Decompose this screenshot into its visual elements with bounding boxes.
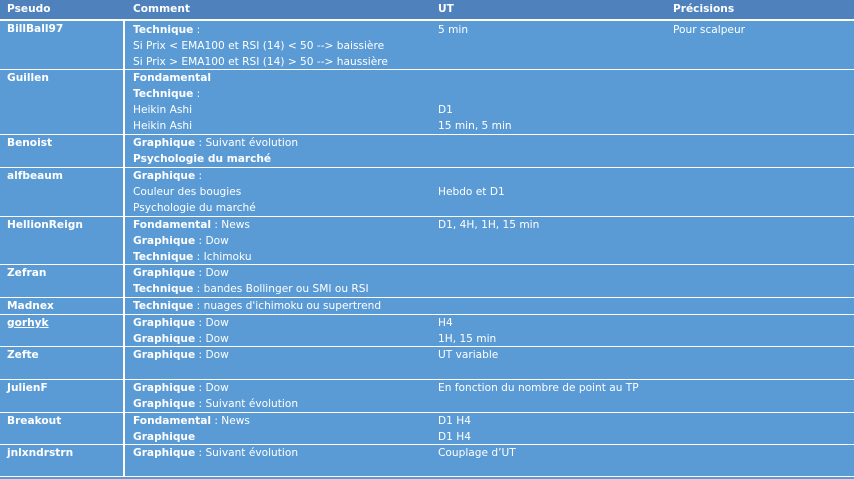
table-row — [0, 70, 854, 135]
header-ut: UT — [438, 3, 454, 15]
table-header — [0, 0, 854, 21]
pseudo-cell — [0, 413, 125, 444]
comment-line: Graphique : Suivant évolution — [133, 398, 299, 410]
table-row — [0, 135, 854, 168]
comment-line: Technique : — [133, 24, 201, 36]
comment-line: Fondamental : News — [133, 415, 250, 427]
ut-value: UT variable — [438, 349, 499, 361]
ut-value: D1, 4H, 1H, 15 min — [438, 219, 540, 231]
header-precisions: Précisions — [673, 3, 735, 15]
pseudo-cell — [0, 168, 125, 216]
pseudo: Benoist — [7, 137, 53, 149]
table-row — [0, 21, 854, 70]
pseudo-cell — [0, 380, 125, 412]
comment-line: Psychologie du marché — [133, 202, 256, 214]
pseudo-cell — [0, 445, 125, 476]
table-row — [0, 315, 854, 347]
comment-line: Graphique : — [133, 170, 203, 182]
comment-line: Si Prix > EMA100 et RSI (14) > 50 --> haussière — [133, 56, 388, 68]
pseudo: JulienF — [7, 382, 48, 394]
ut-value: 15 min, 5 min — [438, 120, 512, 132]
comment-line: Graphique : Dow — [133, 382, 229, 394]
comment-line: Graphique — [133, 431, 196, 443]
pseudo-cell — [0, 70, 125, 134]
header-comment: Comment — [133, 3, 190, 15]
pseudo: Madnex — [7, 300, 54, 312]
comment-line: Graphique : Dow — [133, 333, 229, 345]
table-row — [0, 380, 854, 413]
pseudo: alfbeaum — [7, 170, 63, 182]
comment-line: Fondamental — [133, 72, 211, 84]
pseudo: Breakout — [7, 415, 62, 427]
comment-line: Technique : Ichimoku — [133, 251, 252, 263]
comment-line: Si Prix < EMA100 et RSI (14) < 50 --> baissière — [133, 40, 385, 52]
comment-line: Technique : bandes Bollinger ou SMI ou RSI — [133, 283, 369, 295]
pseudo-cell — [0, 265, 125, 297]
comment-line: Graphique : Dow — [133, 267, 229, 279]
pseudo-cell — [0, 21, 125, 69]
ut-value: Couplage d’UT — [438, 447, 516, 459]
pseudo-cell — [0, 298, 125, 314]
comment-line: Heikin Ashi — [133, 120, 193, 132]
comment-line: Graphique : Dow — [133, 235, 229, 247]
precision-value: Pour scalpeur — [673, 24, 746, 36]
ut-value: D1 H4 — [438, 415, 471, 427]
header-pseudo: Pseudo — [7, 3, 51, 15]
ut-value: En fonction du nombre de point au TP — [438, 382, 639, 394]
comment-line: Graphique : Dow — [133, 349, 229, 361]
ut-value: H4 — [438, 317, 453, 329]
ut-value: 5 min — [438, 24, 469, 36]
table-row — [0, 347, 854, 380]
pseudo: Guillen — [7, 72, 49, 84]
pseudo-cell — [0, 315, 125, 346]
ut-value: D1 H4 — [438, 431, 471, 443]
pseudo-cell — [0, 347, 125, 379]
pseudo: Zefte — [7, 349, 39, 361]
table-row — [0, 445, 854, 477]
comment-line: Graphique : Suivant évolution — [133, 137, 299, 149]
ut-value: 1H, 15 min — [438, 333, 497, 345]
pseudo-cell — [0, 217, 125, 264]
comment-line: Technique : — [133, 88, 201, 100]
comment-line: Graphique : Suivant évolution — [133, 447, 299, 459]
table-row — [0, 413, 854, 445]
pseudo: BillBall97 — [7, 23, 64, 35]
table-row — [0, 265, 854, 298]
comment-line: Graphique : Dow — [133, 317, 229, 329]
ut-value: Hebdo et D1 — [438, 186, 505, 198]
comment-line: Fondamental : News — [133, 219, 250, 231]
pseudo: HellionReign — [7, 219, 83, 231]
comment-line: Heikin Ashi — [133, 104, 193, 116]
table-row — [0, 298, 854, 315]
pseudo: gorhyk — [7, 317, 49, 329]
table-row — [0, 217, 854, 265]
pseudo: Zefran — [7, 267, 47, 279]
table-row — [0, 168, 854, 217]
ut-value: D1 — [438, 104, 453, 116]
pseudo-cell — [0, 135, 125, 167]
comment-line: Technique : nuages d'ichimoku ou supertrend — [133, 300, 382, 312]
comment-line: Couleur des bougies — [133, 186, 242, 198]
comment-line: Psychologie du marché — [133, 153, 272, 165]
pseudo: jnlxndrstrn — [7, 447, 74, 459]
